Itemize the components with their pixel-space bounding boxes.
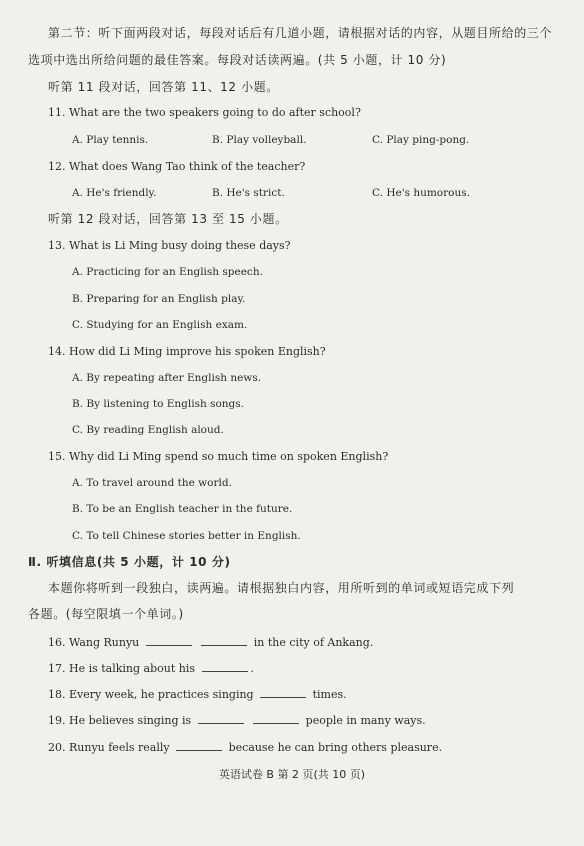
q12-option-c: C. He's humorous. — [372, 187, 470, 199]
q15-option-b: B. To be an English teacher in the future. — [72, 503, 293, 515]
q20-text-before: 20. Runyu feels really — [48, 741, 170, 754]
q17-text-after: . — [250, 662, 255, 675]
q16-text-before: 16. Wang Runyu — [48, 636, 140, 649]
q15-option-c: C. To tell Chinese stories better in English. — [72, 530, 301, 542]
question-13: 13. What is Li Ming busy doing these days? — [48, 239, 291, 252]
q13-option-b: B. Preparing for an English play. — [72, 293, 246, 305]
q16-blank-2[interactable] — [201, 634, 247, 646]
question-20 — [48, 739, 442, 755]
q20-blank[interactable] — [176, 739, 222, 751]
q11-option-a: A. Play tennis. — [72, 134, 149, 146]
q19-text-after: people in many ways. — [305, 714, 426, 727]
q19-text-before: 19. He believes singing is — [48, 714, 192, 727]
part2-instruction-line2: 各题。(每空限填一个单词。) — [28, 607, 184, 621]
page-footer: 英语试卷 B 第 2 页(共 10 页) — [218, 768, 366, 781]
question-14: 14. How did Li Ming improve his spoken English? — [48, 345, 326, 358]
section2-instruction-line1: 第二节：听下面两段对话，每段对话后有几道小题，请根据对话的内容，从题目所给的三个 — [48, 26, 553, 40]
q18-blank[interactable] — [260, 686, 306, 698]
q20-text-after: because he can bring others pleasure. — [228, 741, 443, 754]
part2-instruction-line1: 本题你将听到一段独白，读两遍。请根据独白内容，用所听到的单词或短语完成下列 — [48, 581, 515, 595]
q11-option-c: C. Play ping-pong. — [372, 134, 470, 146]
q12-option-b: B. He's strict. — [212, 187, 285, 199]
q14-option-a: A. By repeating after English news. — [72, 372, 262, 384]
q17-text-before: 17. He is talking about his — [48, 662, 196, 675]
question-11: 11. What are the two speakers going to do after school? — [48, 106, 361, 119]
q16-blank-1[interactable] — [146, 634, 192, 646]
q15-option-a: A. To travel around the world. — [72, 477, 232, 489]
q19-blank-1[interactable] — [198, 712, 244, 724]
q11-option-b: B. Play volleyball. — [212, 134, 307, 146]
q19-blank-2[interactable] — [253, 712, 299, 724]
dialog-12-heading: 听第 12 段对话，回答第 13 至 15 小题。 — [48, 212, 288, 226]
q12-option-a: A. He's friendly. — [72, 187, 157, 199]
part2-title: Ⅱ. 听填信息(共 5 小题，计 10 分) — [28, 555, 231, 569]
q18-text-before: 18. Every week, he practices singing — [48, 688, 254, 701]
question-19 — [48, 712, 426, 728]
q16-text-after: in the city of Ankang. — [253, 636, 374, 649]
question-15: 15. Why did Li Ming spend so much time on spoken English? — [48, 450, 389, 463]
q13-option-a: A. Practicing for an English speech. — [72, 266, 263, 278]
section2-instruction-line2: 选项中选出所给问题的最佳答案。每段对话读两遍。(共 5 小题，计 10 分) — [28, 53, 447, 67]
question-18 — [48, 686, 347, 702]
dialog-11-heading: 听第 11 段对话，回答第 11、12 小题。 — [48, 80, 279, 94]
q13-option-c: C. Studying for an English exam. — [72, 319, 248, 331]
q14-option-b: B. By listening to English songs. — [72, 398, 245, 410]
question-16 — [48, 634, 373, 650]
question-12: 12. What does Wang Tao think of the teacher? — [48, 160, 306, 173]
q18-text-after: times. — [312, 688, 347, 701]
q17-blank[interactable] — [202, 660, 248, 672]
question-17 — [48, 660, 254, 676]
q14-option-c: C. By reading English aloud. — [72, 424, 224, 436]
